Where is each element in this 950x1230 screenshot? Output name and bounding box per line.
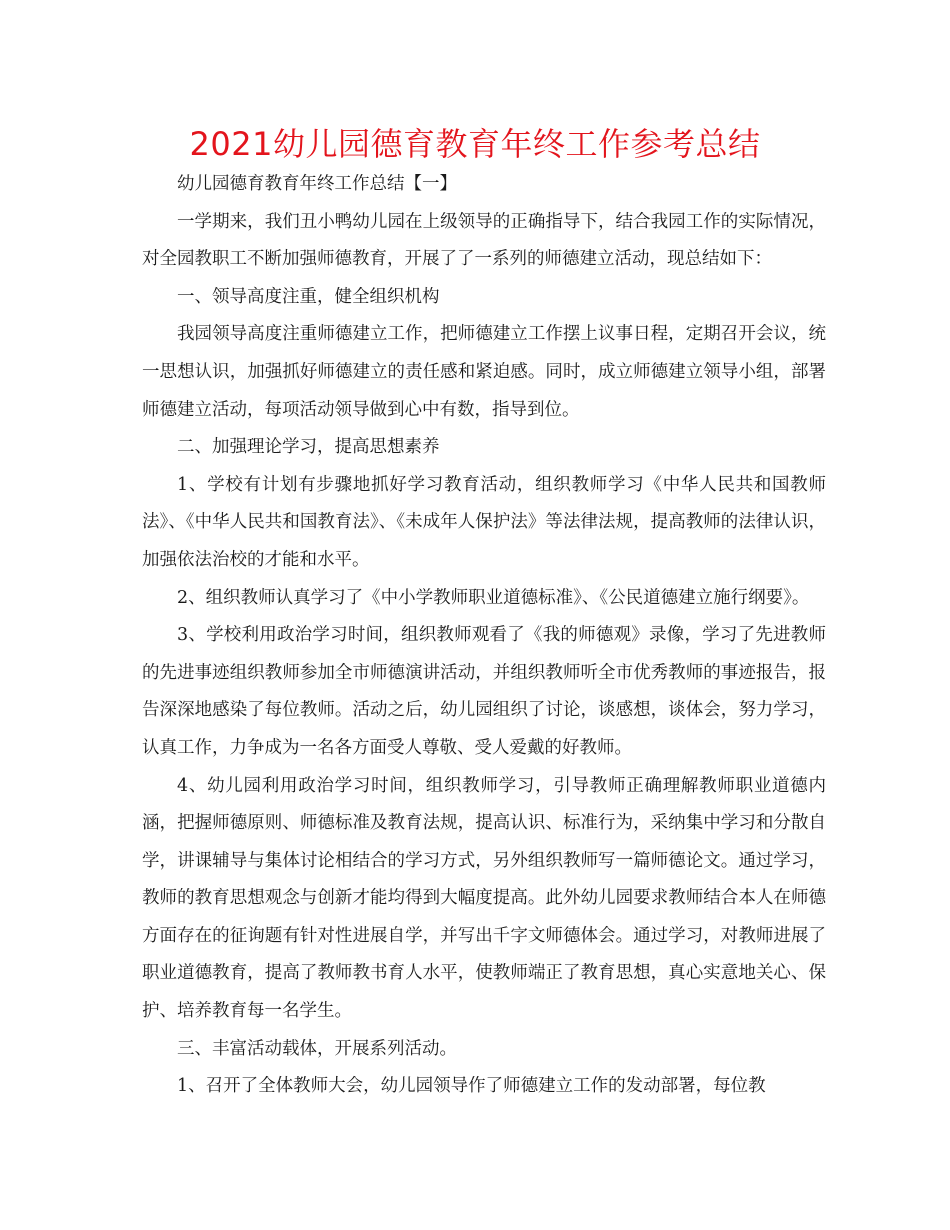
intro-paragraph: 一学期来，我们丑小鸭幼儿园在上级领导的正确指导下，结合我园工作的实际情况，对全园教职工不断加强师德教育，开展了了一系列的师德建立活动，现总结如下： [142,211,826,270]
section-heading-activities: 三、丰富活动载体，开展系列活动。 [177,1038,457,1059]
section-heading-summary-one: 幼儿园德育教育年终工作总结【一】 [177,174,457,194]
study-item-4: 4、幼儿园利用政治学习时间，组织教师学习，引导教师正确理解教师职业道德内涵，把握师德原则、师德标准及教育法规，提高认识、标准行为，采纳集中学习和分散自学，讲课辅导与集体讨论相结合的学习方式，另外组织教师写一篇师德论文。通过学习，教师的教育思想观念与创新才能均得到大幅度提高。此外幼儿园要求教师结合本人在师德方面存在的征询题有针对性进展自学，并写出千字文师德体会。通过学习，对教师进展了职业道德教育，提高了教师教书育人水平，使教师端正了教育思想，真心实意地关心、保护、培养教育每一名学生。 [142,775,826,1022]
study-item-2: 2、组织教师认真学习了《中小学教师职业道德标准》、《公民道德建立施行纲要》。 [177,587,810,608]
document-body [142,166,826,1106]
study-item-1: 1、学校有计划有步骤地抓好学习教育活动，组织教师学习《中华人民共和国教师法》、《中华人民共和国教育法》、《未成年人保护法》等法律法规，提高教师的法律认识，加强依法治校的才能和水平。 [142,474,826,570]
study-item-3: 3、学校利用政治学习时间，组织教师观看了《我的师德观》录像，学习了先进教师的先进事迹组织教师参加全市师德演讲活动，并组织教师听全市优秀教师的事迹报告，报告深深地感染了每位教师。活动之后，幼儿园组织了讨论，谈感想，谈体会，努力学习，认真工作，力争成为一名各方面受人尊敬、受人爱戴的好教师。 [142,625,826,758]
leadership-paragraph: 我园领导高度注重师德建立工作，把师德建立工作摆上议事日程，定期召开会议，统一思想认识，加强抓好师德建立的责任感和紧迫感。同时，成立师德建立领导小组，部署师德建立活动，每项活动领导做到心中有数，指导到位。 [142,324,826,420]
section-heading-theory-study: 二、加强理论学习，提高思想素养 [177,437,440,458]
activity-item-1: 1、召开了全体教师大会，幼儿园领导作了师德建立工作的发动部署，每位教 [177,1076,766,1097]
section-heading-leadership: 一、领导高度注重，健全组织机构 [177,286,440,307]
document-title: 2021幼儿园德育教育年终工作参考总结 [189,125,761,163]
